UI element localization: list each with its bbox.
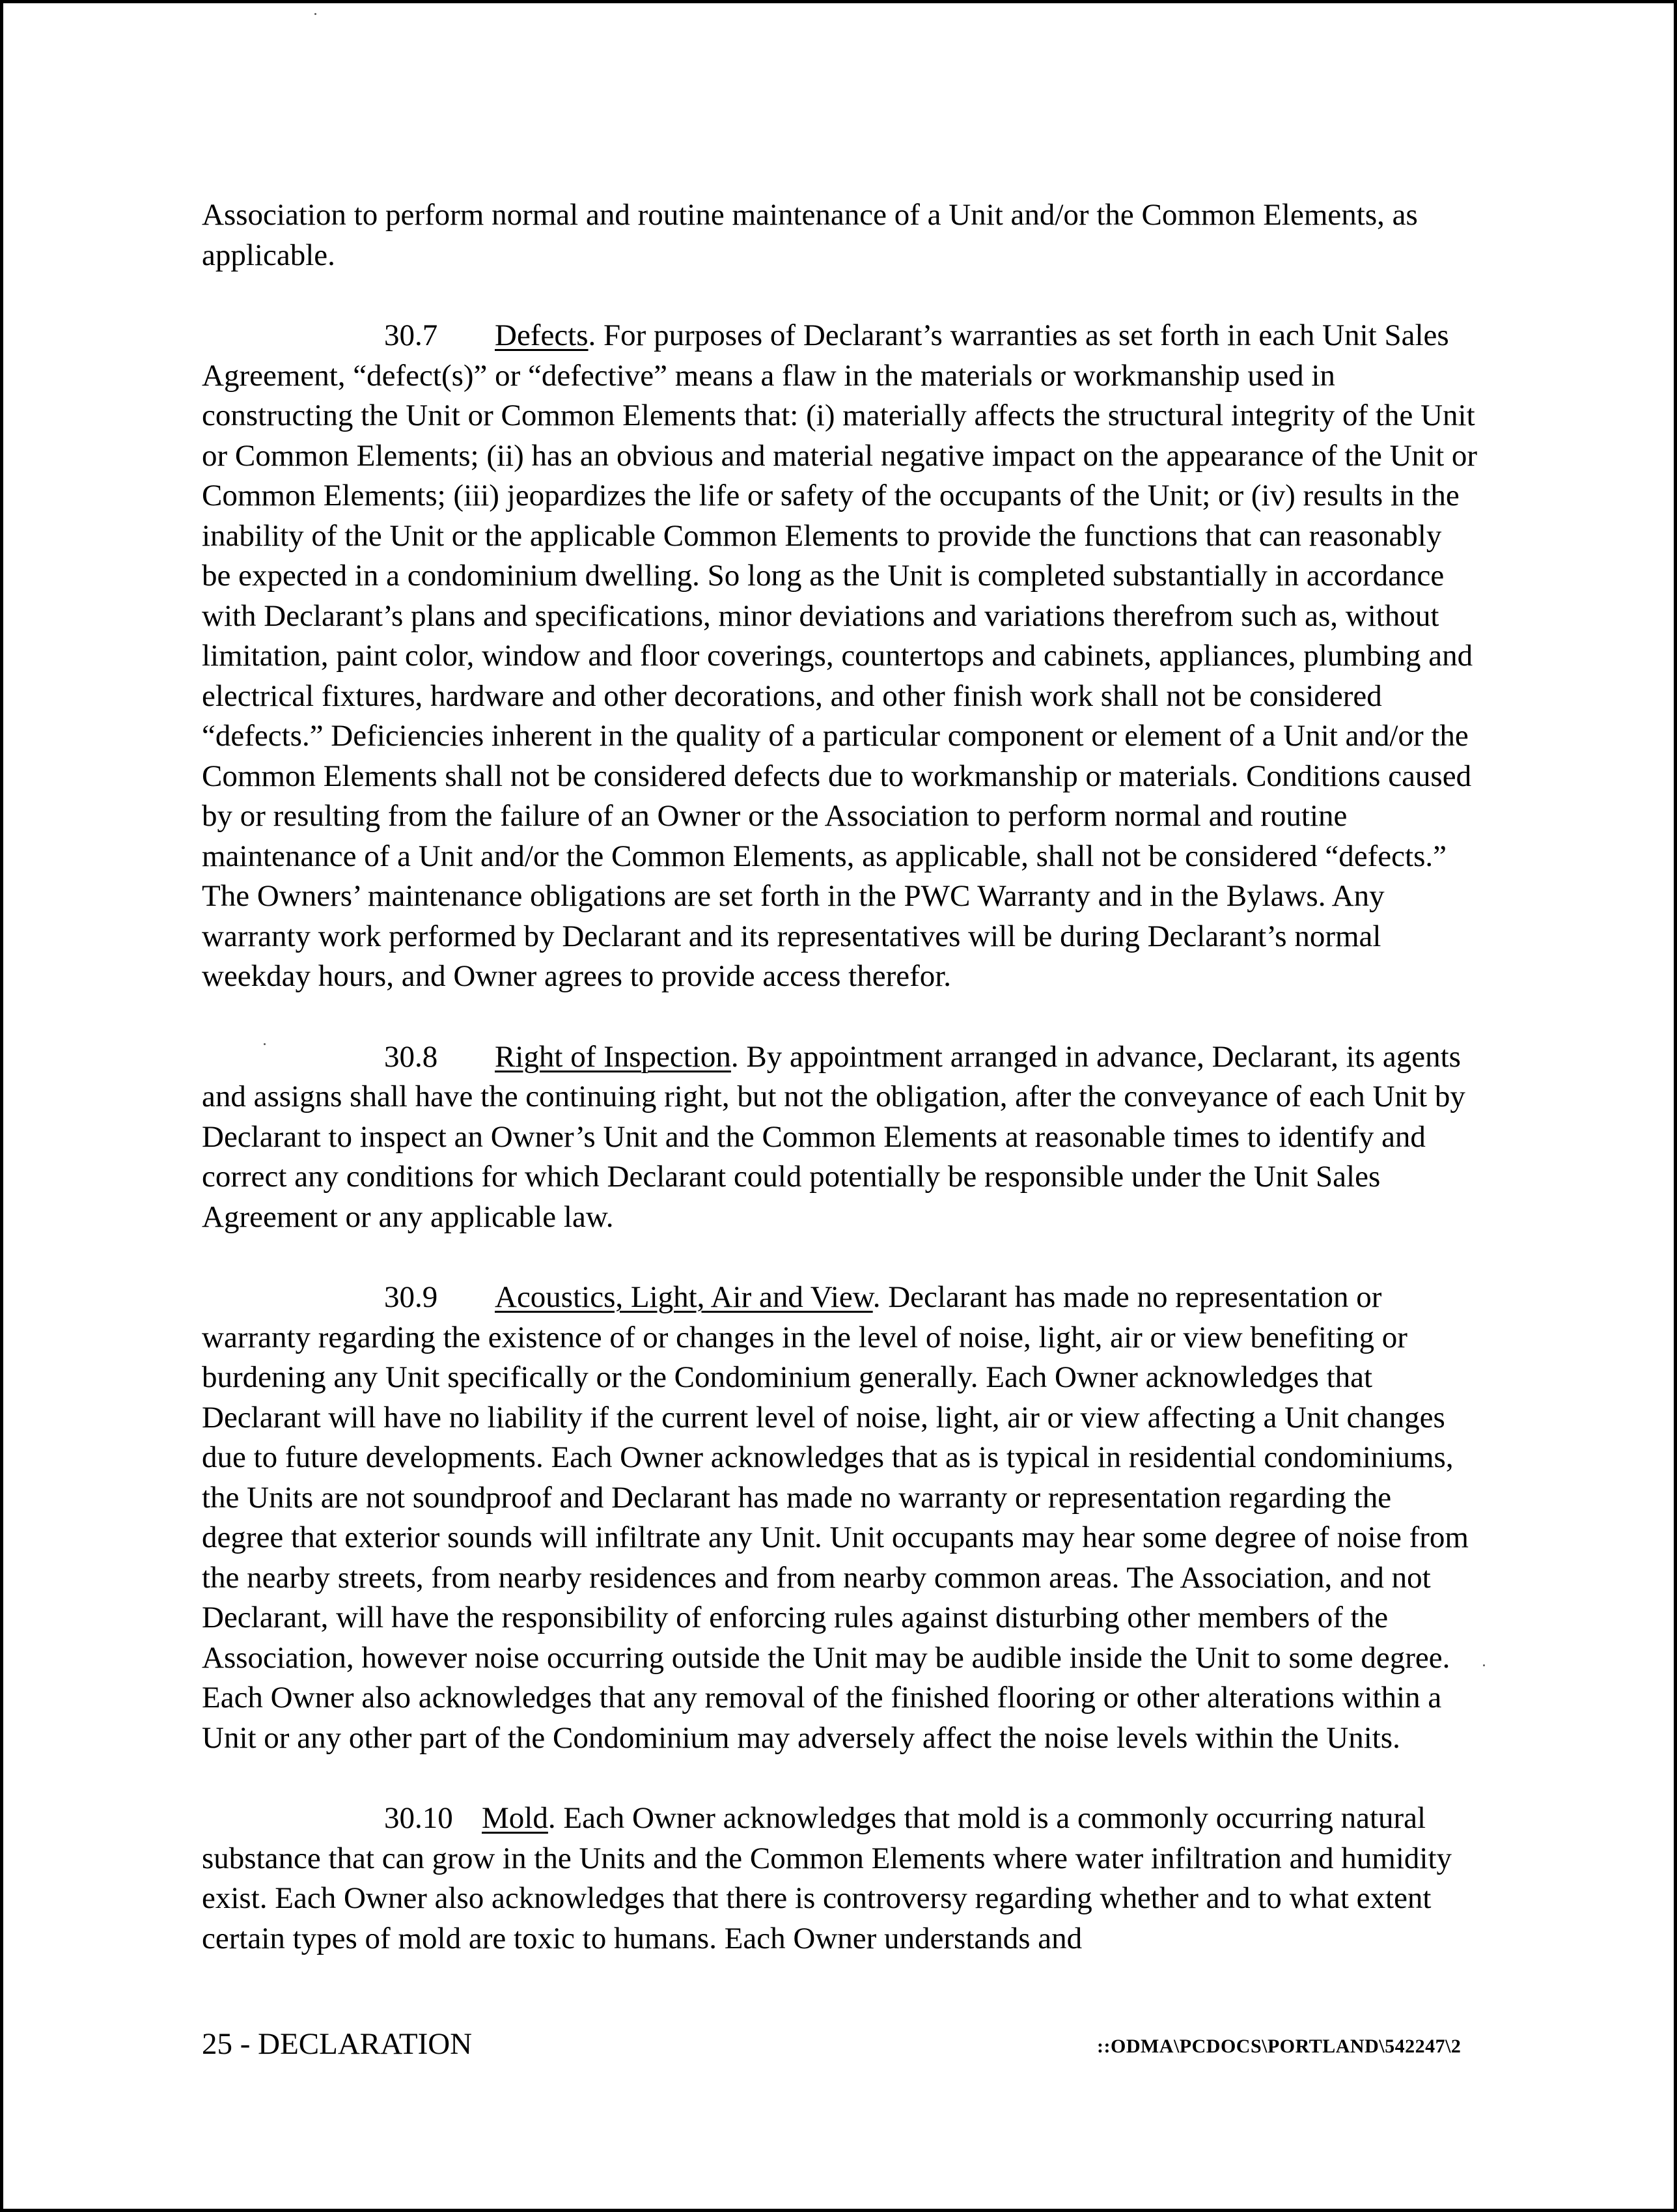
scan-speck xyxy=(314,13,316,15)
intro-paragraph xyxy=(202,195,1478,275)
section-text: . For purposes of Declarant’s warranties as set forth in each Unit Sales Agreement, “defect(s)” or “defective” means a flaw in the materials or workmanship used in constructing the Unit or Common Elements that: (i) materially affects the structural integrity of the Unit or Common Elements; (ii) has an obvious and material negative impact on the appearance of the Unit or Common Elements; (iii) jeopardizes the life or safety of the occupants of the Unit; or (iv) results in the inability of the Unit or the applicable Common Elements to provide the functions that can reasonably be expected in a condominium dwelling. So long as the Unit is completed substantially in accordance with Declarant’s plans and specifications, minor deviations and variations therefrom such as, without limitation, paint color, window and floor coverings, countertops and cabinets, appliances, plumbing and electrical fixtures, hardware and other decorations, and other finish work shall not be considered “defects.” Deficiencies inherent in the quality of a particular component or element of a Unit and/or the Common Elements shall not be considered defects due to workmanship or materials. Conditions caused by or resulting from the failure of an Owner or the Association to perform normal and routine maintenance of a Unit and/or the Common Elements, as applicable, shall not be considered “defects.” The Owners’ maintenance obligations are set forth in the PWC Warranty and in the Bylaws. Any warranty work performed by Declarant and its representatives will be during Declarant’s normal weekday hours, and Owner agrees to provide access therefor. xyxy=(202,318,1478,993)
footer-page-label: 25 - DECLARATION xyxy=(202,2027,473,2061)
section-30-8 xyxy=(202,1037,1478,1238)
section-30-9 xyxy=(202,1278,1478,1758)
scan-speck xyxy=(1483,1664,1485,1666)
section-30-10 xyxy=(202,1799,1478,1959)
section-number: 30.7 xyxy=(384,318,438,352)
section-number: 30.9 xyxy=(384,1280,438,1314)
document-body xyxy=(202,195,1478,1999)
section-text: . By appointment arranged in advance, Declarant, its agents and assigns shall have the continuing right, but not the obligation, after the conveyance of each Unit by Declarant to inspect an Owner’s Unit and the Common Elements at reasonable times to identify and correct any conditions for which Declarant could potentially be responsible under the Unit Sales Agreement or any applicable law. xyxy=(202,1039,1465,1234)
section-heading: Acoustics, Light, Air and View xyxy=(495,1280,873,1314)
footer-doc-path: ::ODMA\PCDOCS\PORTLAND\542247\2 xyxy=(1097,2036,1462,2057)
section-heading: Mold xyxy=(482,1801,548,1835)
section-text: . Declarant has made no representation or warranty regarding the existence of or changes in the level of noise, light, air or view benefiting or burdening any Unit specifically or the Condominium generally. Each Owner acknowledges that Declarant will have no liability if the current level of noise, light, air or view affecting a Unit changes due to future developments. Each Owner acknowledges that as is typical in residential condominiums, the Units are not soundproof and Declarant has made no warranty or representation regarding the degree that exterior sounds will infiltrate any Unit. Unit occupants may hear some degree of noise from the nearby streets, from nearby residences and from nearby common areas. The Association, and not Declarant, will have the responsibility of enforcing rules against disturbing other members of the Association, however noise occurring outside the Unit may be audible inside the Unit to some degree. Each Owner also acknowledges that any removal of the finished flooring or other alterations within a Unit or any other part of the Condominium may adversely affect the noise levels within the Units. xyxy=(202,1280,1469,1755)
section-text: . Each Owner acknowledges that mold is a commonly occurring natural substance that can grow in the Units and the Common Elements where water infiltration and humidity exist. Each Owner also acknowledges that there is controversy regarding whether and to what extent certain types of mold are toxic to humans. Each Owner understands and xyxy=(202,1801,1452,1955)
section-30-7 xyxy=(202,316,1478,997)
section-number: 30.10 xyxy=(384,1801,453,1835)
section-heading: Right of Inspection xyxy=(495,1039,731,1074)
intro-text: Association to perform normal and routine maintenance of a Unit and/or the Common Elements, as applicable. xyxy=(202,198,1418,272)
section-number: 30.8 xyxy=(384,1039,438,1074)
section-heading: Defects xyxy=(495,318,589,352)
